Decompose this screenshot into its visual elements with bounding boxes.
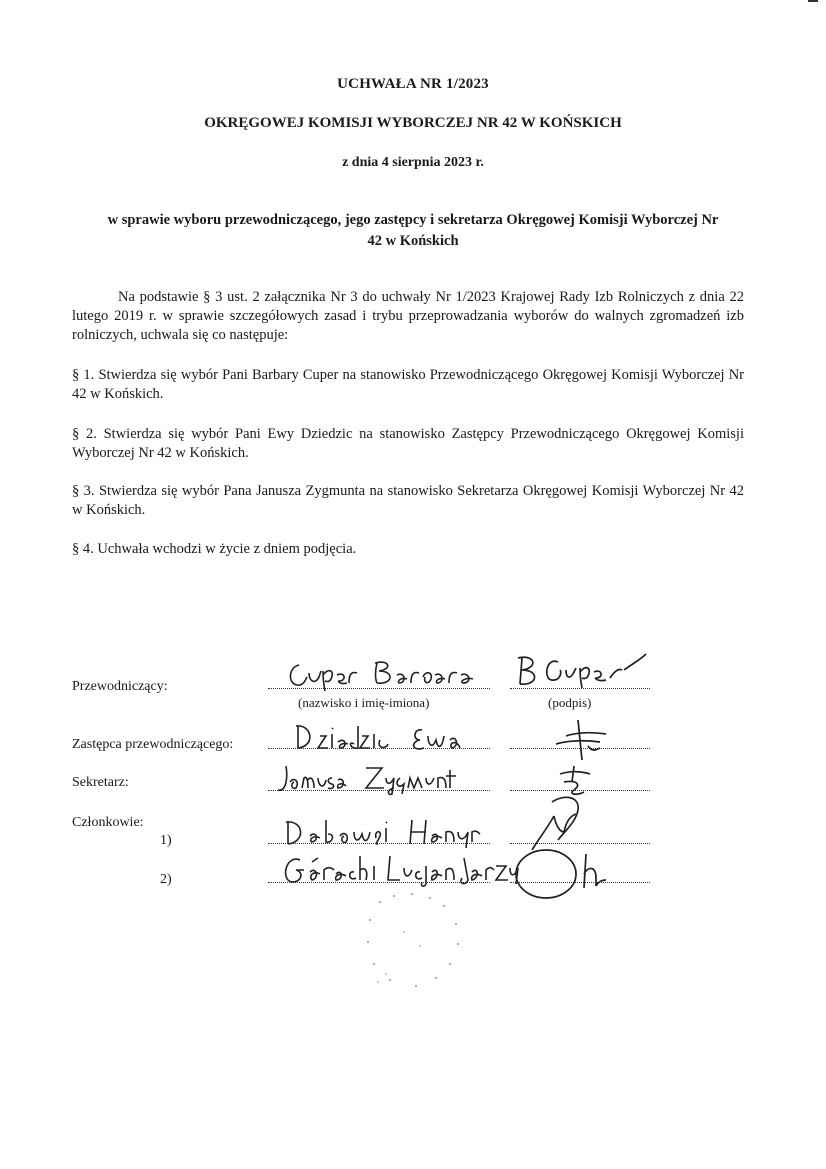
handwritten-name-member-1 bbox=[282, 816, 492, 855]
document-title: UCHWAŁA NR 1/2023 bbox=[337, 76, 489, 92]
handwritten-name-member-2 bbox=[278, 852, 528, 893]
signature-member-2 bbox=[508, 848, 618, 905]
signature-chair bbox=[514, 650, 654, 697]
scan-corner-mark bbox=[808, 0, 818, 8]
sign-hint: (podpis) bbox=[548, 695, 592, 710]
handwritten-name-secretary bbox=[272, 762, 492, 801]
chair-label: Przewodniczący: bbox=[72, 679, 168, 694]
handwritten-name-chair bbox=[285, 657, 485, 696]
faint-stamp-residue bbox=[360, 890, 470, 990]
member-2-number: 2) bbox=[160, 872, 172, 887]
section-3: § 3. Stwierdza się wybór Pana Janusza Zygmunta na stanowisko Sekretarza Okręgowej Komisji Wyborczej Nr 42 w Końskich. bbox=[72, 483, 744, 518]
deputy-label: Zastępca przewodniczącego: bbox=[72, 737, 234, 752]
signature-deputy bbox=[548, 718, 618, 767]
section-2: § 2. Stwierdza się wybór Pani Ewy Dziedzic na stanowisko Zastępcy Przewodniczącego Okręgowej Komisji Wyborczej Nr 42 w Końskich. bbox=[72, 426, 744, 461]
intro-paragraph: Na podstawie § 3 ust. 2 załącznika Nr 3 do uchwały Nr 1/2023 Krajowej Rady Izb Rolniczych z dnia 22 lutego 2019 r. w sprawie szczegółowych zasad i trybu przeprowadzania wyborów do walnych zgromadzeń izb rolniczych, uchwala się co następuje: bbox=[72, 289, 744, 343]
members-label: Członkowie: bbox=[72, 815, 144, 830]
name-hint: (nazwisko i imię-imiona) bbox=[298, 695, 430, 710]
section-4: § 4. Uchwała wchodzi w życie z dniem podjęcia. bbox=[72, 541, 357, 557]
secretary-label: Sekretarz: bbox=[72, 775, 129, 790]
document-subject: w sprawie wyboru przewodniczącego, jego zastępcy i sekretarza Okręgowej Komisji Wyborczej Nr 42 w Końskich bbox=[107, 212, 719, 249]
document-issuer: OKRĘGOWEJ KOMISJI WYBORCZEJ NR 42 W KOŃSKICH bbox=[204, 115, 622, 131]
section-1: § 1. Stwierdza się wybór Pani Barbary Cuper na stanowisko Przewodniczącego Okręgowej Komisji Wyborczej Nr 42 w Końskich. bbox=[72, 367, 744, 402]
member-1-number: 1) bbox=[160, 833, 172, 848]
handwritten-name-deputy bbox=[292, 722, 482, 757]
document-date: z dnia 4 sierpnia 2023 r. bbox=[342, 155, 484, 170]
